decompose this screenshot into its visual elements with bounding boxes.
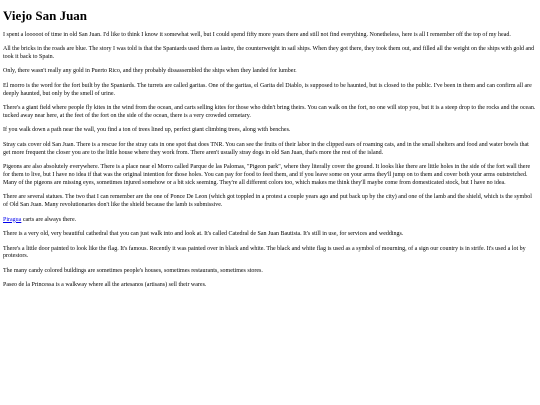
paragraph-paseo: Paseo de la Princessa is a walkway where all the artesanos (artisans) sell their wares. bbox=[3, 282, 207, 289]
paragraph-stray-cats: Stray cats cover old San Juan. There is a rescue for the stray cats in one spot that does TNR. You can see the fruits of their labor in the clipped ears of roaming cats, and in the small shelters and food and water bowls that get more frequent the closer you are to the little house where they work from. There aren't usually stray dogs in old San Juan, that's more the rest of the island. bbox=[3, 141, 529, 156]
paragraph-kite-field: There's a giant field where people fly kites in the wind from the ocean, and carts selling kites for those who didn't bring theirs. You can walk on the fort, no one will stop you, but it is a steep drop to the rocks and the ocean. tucked away near here, at the feet of the fort on the side of the ocean, there is a very crowded cemetary. bbox=[3, 105, 536, 119]
paragraph-pigeons: Pigeons are also absolutely everywhere. There is a place near el Morro called Parque de las Palomas, "Pigeon park", where they literally cover the ground. It looks like there are little holes in the side of the fort wall there for them to live, but I have no idea if that was the original intention for those holes. You can pay for food to feed them, and if you leave some on your arms they'll jump on to them and cover both your arms outstretched. Many of the pigeons are missing eyes, sometimes injured somehow or a bit sick seeming. They're all different colors too, which makes me think they'll maybe come from domesticated stock, but I have no idea. bbox=[3, 164, 531, 186]
piragua-link[interactable]: Piragua bbox=[3, 216, 22, 223]
paragraph-piragua bbox=[3, 217, 537, 225]
paragraph-blue-bricks: All the bricks in the roads are blue. The story I was told is that the Spaniards used them as lastre, the counterweight in sail ships. When they got there, they took them out, and filled all the weight on the ships with gold and took it back to Spain. bbox=[3, 46, 535, 60]
paragraph-statues: There are several statues. The two that I can remember are the one of Ponce De Leon (which got toppled in a protest a couple years ago and put back up by the city) and one of the lamb and the shield, which is the symbol of Old San Juan. Many revolutionaries don't like the shield because the lamb is submissive. bbox=[3, 194, 532, 209]
paragraph-el-morro: El morro is the word for the fort built by the Spaniards. The turrets are called garitas. One of the garitas, el Garita del Diablo, is supposed to be haunted, but is closed to the public. I've been in them and can confirm all are deeply haunted, but only by the smell of urine. bbox=[3, 82, 532, 97]
piragua-text: carts are always there. bbox=[21, 216, 77, 223]
paragraph-intro: I spent a looooot of time in old San Juan. I'd like to think I know it somewhat well, but I could spend fifty more years there and still not find everything. Nonetheless, here is all I remember off the top of my head. bbox=[3, 31, 511, 38]
paragraph-trees: If you walk down a path near the wall, you find a ton of trees lined up, perfect giant climbing trees, along with benches. bbox=[3, 127, 291, 134]
page-title: Viejo San Juan bbox=[3, 8, 88, 23]
paragraph-cathedral: There is a very old, very beautiful cathedral that you can just walk into and look at. It's called Catedral de San Juan Bautista. It's still in use, for services and weddings. bbox=[3, 231, 404, 238]
paragraph-gold: Only, there wasn't really any gold in Puerto Rico, and they probably dissassembled the ships when they landed for lumber. bbox=[3, 68, 297, 75]
paragraph-buildings: The many candy colored buildings are sometimes people's houses, sometimes restaurants, sometimes stores. bbox=[3, 267, 263, 274]
paragraph-flag-door: There's a little door painted to look like the flag. It's famous. Recently it was painted over in black and white. The black and white flag is used as a symbol of mourning, of a sign our country is in strife. It's used a lot by protestors. bbox=[3, 245, 526, 260]
